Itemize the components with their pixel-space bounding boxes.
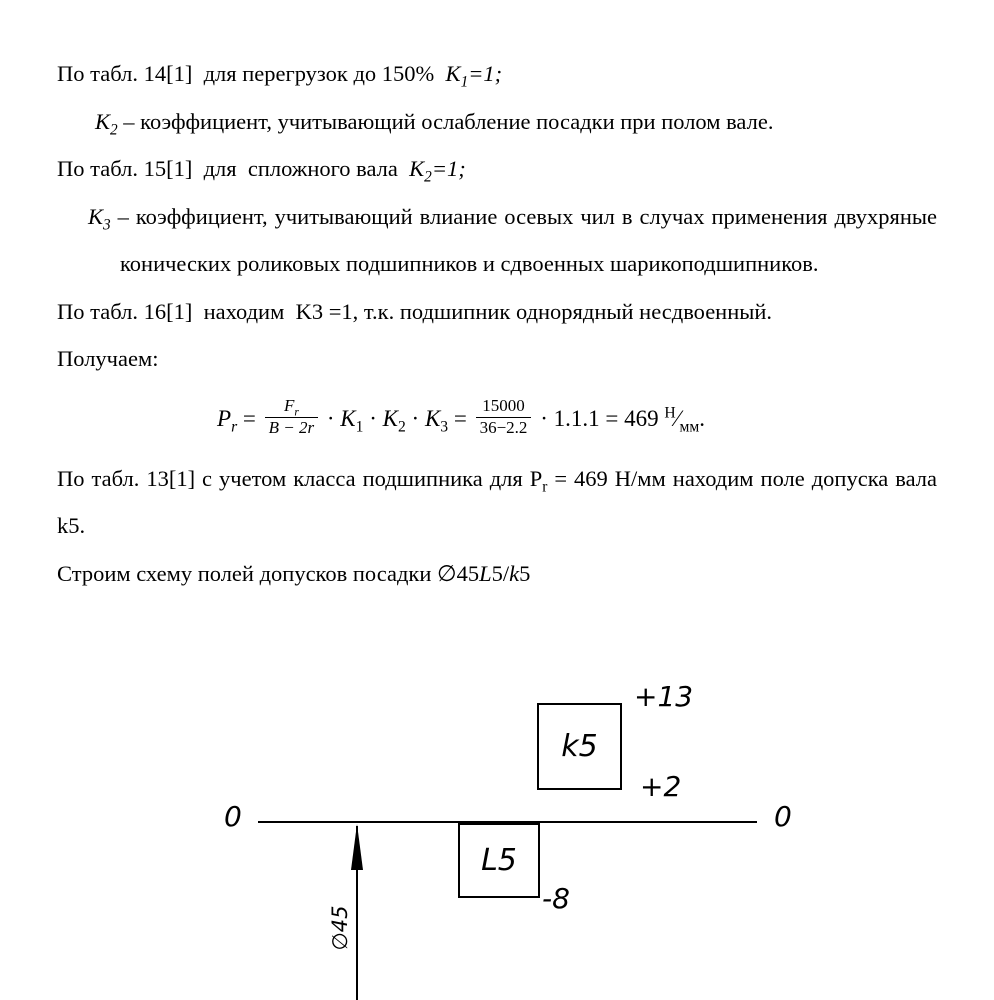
text-run: K [88, 203, 104, 229]
line-k2-definition [95, 98, 937, 146]
text-run: – коэффициент, учитывающий влиание осевых чил в случах применения двухряные конических роликовых подшипников и сдвоенных шарикоподшипников. [110, 203, 937, 276]
text-run: K [424, 405, 441, 431]
text-run: r [294, 405, 299, 419]
text-run: 5 [519, 560, 531, 586]
text-run: 2 [397, 418, 406, 436]
text-run: 3 [103, 216, 111, 233]
line-tabl16 [57, 288, 937, 336]
text-run: 1 [460, 73, 469, 91]
text-run: По табл. 15[1] для спложного вала [57, 156, 410, 181]
text-run: F [283, 396, 295, 416]
text-run: Получаем: [57, 346, 159, 371]
text-run: K [445, 61, 461, 86]
text-run: 36−2.2 [479, 417, 528, 437]
k5-upper-deviation: +13 [634, 680, 694, 713]
text-block [57, 50, 937, 597]
text-run: 15000 [482, 396, 525, 416]
para-k3-definition [88, 193, 937, 288]
l5-tolerance-box [458, 823, 540, 898]
text-run: B − 2r [268, 417, 315, 437]
text-run: · [321, 405, 341, 431]
fraction [476, 396, 532, 438]
text-run: / [502, 560, 510, 586]
l5-label: L5 [481, 843, 517, 878]
k5-label: k5 [561, 729, 598, 764]
k5-lower-deviation: +2 [640, 770, 682, 803]
text-run: k [509, 560, 520, 586]
formula-pr [57, 383, 937, 455]
text-run: = [237, 405, 262, 431]
text-run: =1; [468, 61, 503, 86]
zero-label-left: 0 [224, 800, 242, 833]
text-run: P [217, 405, 232, 431]
zero-label-right: 0 [774, 800, 792, 833]
diameter-label: ∅45 [328, 905, 352, 951]
text-run: · 1.1.1 = 469 [534, 405, 665, 431]
text-run: 2 [110, 121, 118, 138]
text-run: По табл. 13[1] с учетом класса подшипника для P [57, 465, 543, 491]
text-run: 5 [491, 560, 503, 586]
text-run: Строим схему полей допусков посадки ∅45 [57, 560, 480, 586]
text-run: r [542, 478, 548, 495]
para-tabl13 [57, 455, 937, 550]
text-run: r [231, 418, 238, 436]
text-run: K [95, 108, 111, 134]
tolerance-fields-diagram [0, 652, 994, 1000]
text-run: · [405, 405, 425, 431]
text-run: – коэффициент, учитывающий ослабление посадки при полом вале. [117, 108, 774, 134]
text-run: =1; [431, 156, 466, 181]
fraction [265, 396, 318, 438]
line-tabl15 [57, 145, 937, 193]
text-run: K [409, 156, 425, 181]
text-run: 3 [440, 418, 449, 436]
text-run: По табл. 16[1] находим K3 =1, т.к. подшипник однорядный несдвоенный. [57, 298, 773, 324]
line-stroim [57, 550, 937, 598]
units-fraction: $^Н⁄_{мм}$ [664, 403, 700, 436]
text-run: K [340, 405, 356, 431]
k5-tolerance-box [537, 703, 622, 790]
text-run: · [363, 405, 383, 431]
text-run: . [699, 405, 705, 431]
text-run: = 469 Н/мм находим поле допуска вала k5. [57, 465, 938, 538]
line-tabl14 [57, 50, 937, 98]
l5-lower-deviation: -8 [542, 882, 570, 915]
text-run: K [382, 405, 398, 431]
line-poluchaem [57, 335, 937, 383]
text-run: = [448, 405, 473, 431]
text-run: 1 [355, 418, 364, 436]
text-run: 2 [424, 168, 432, 186]
text-run: По табл. 14[1] для перегрузок до 150% [57, 61, 446, 86]
text-run: L [479, 560, 492, 586]
arrow-up-icon [351, 824, 363, 870]
